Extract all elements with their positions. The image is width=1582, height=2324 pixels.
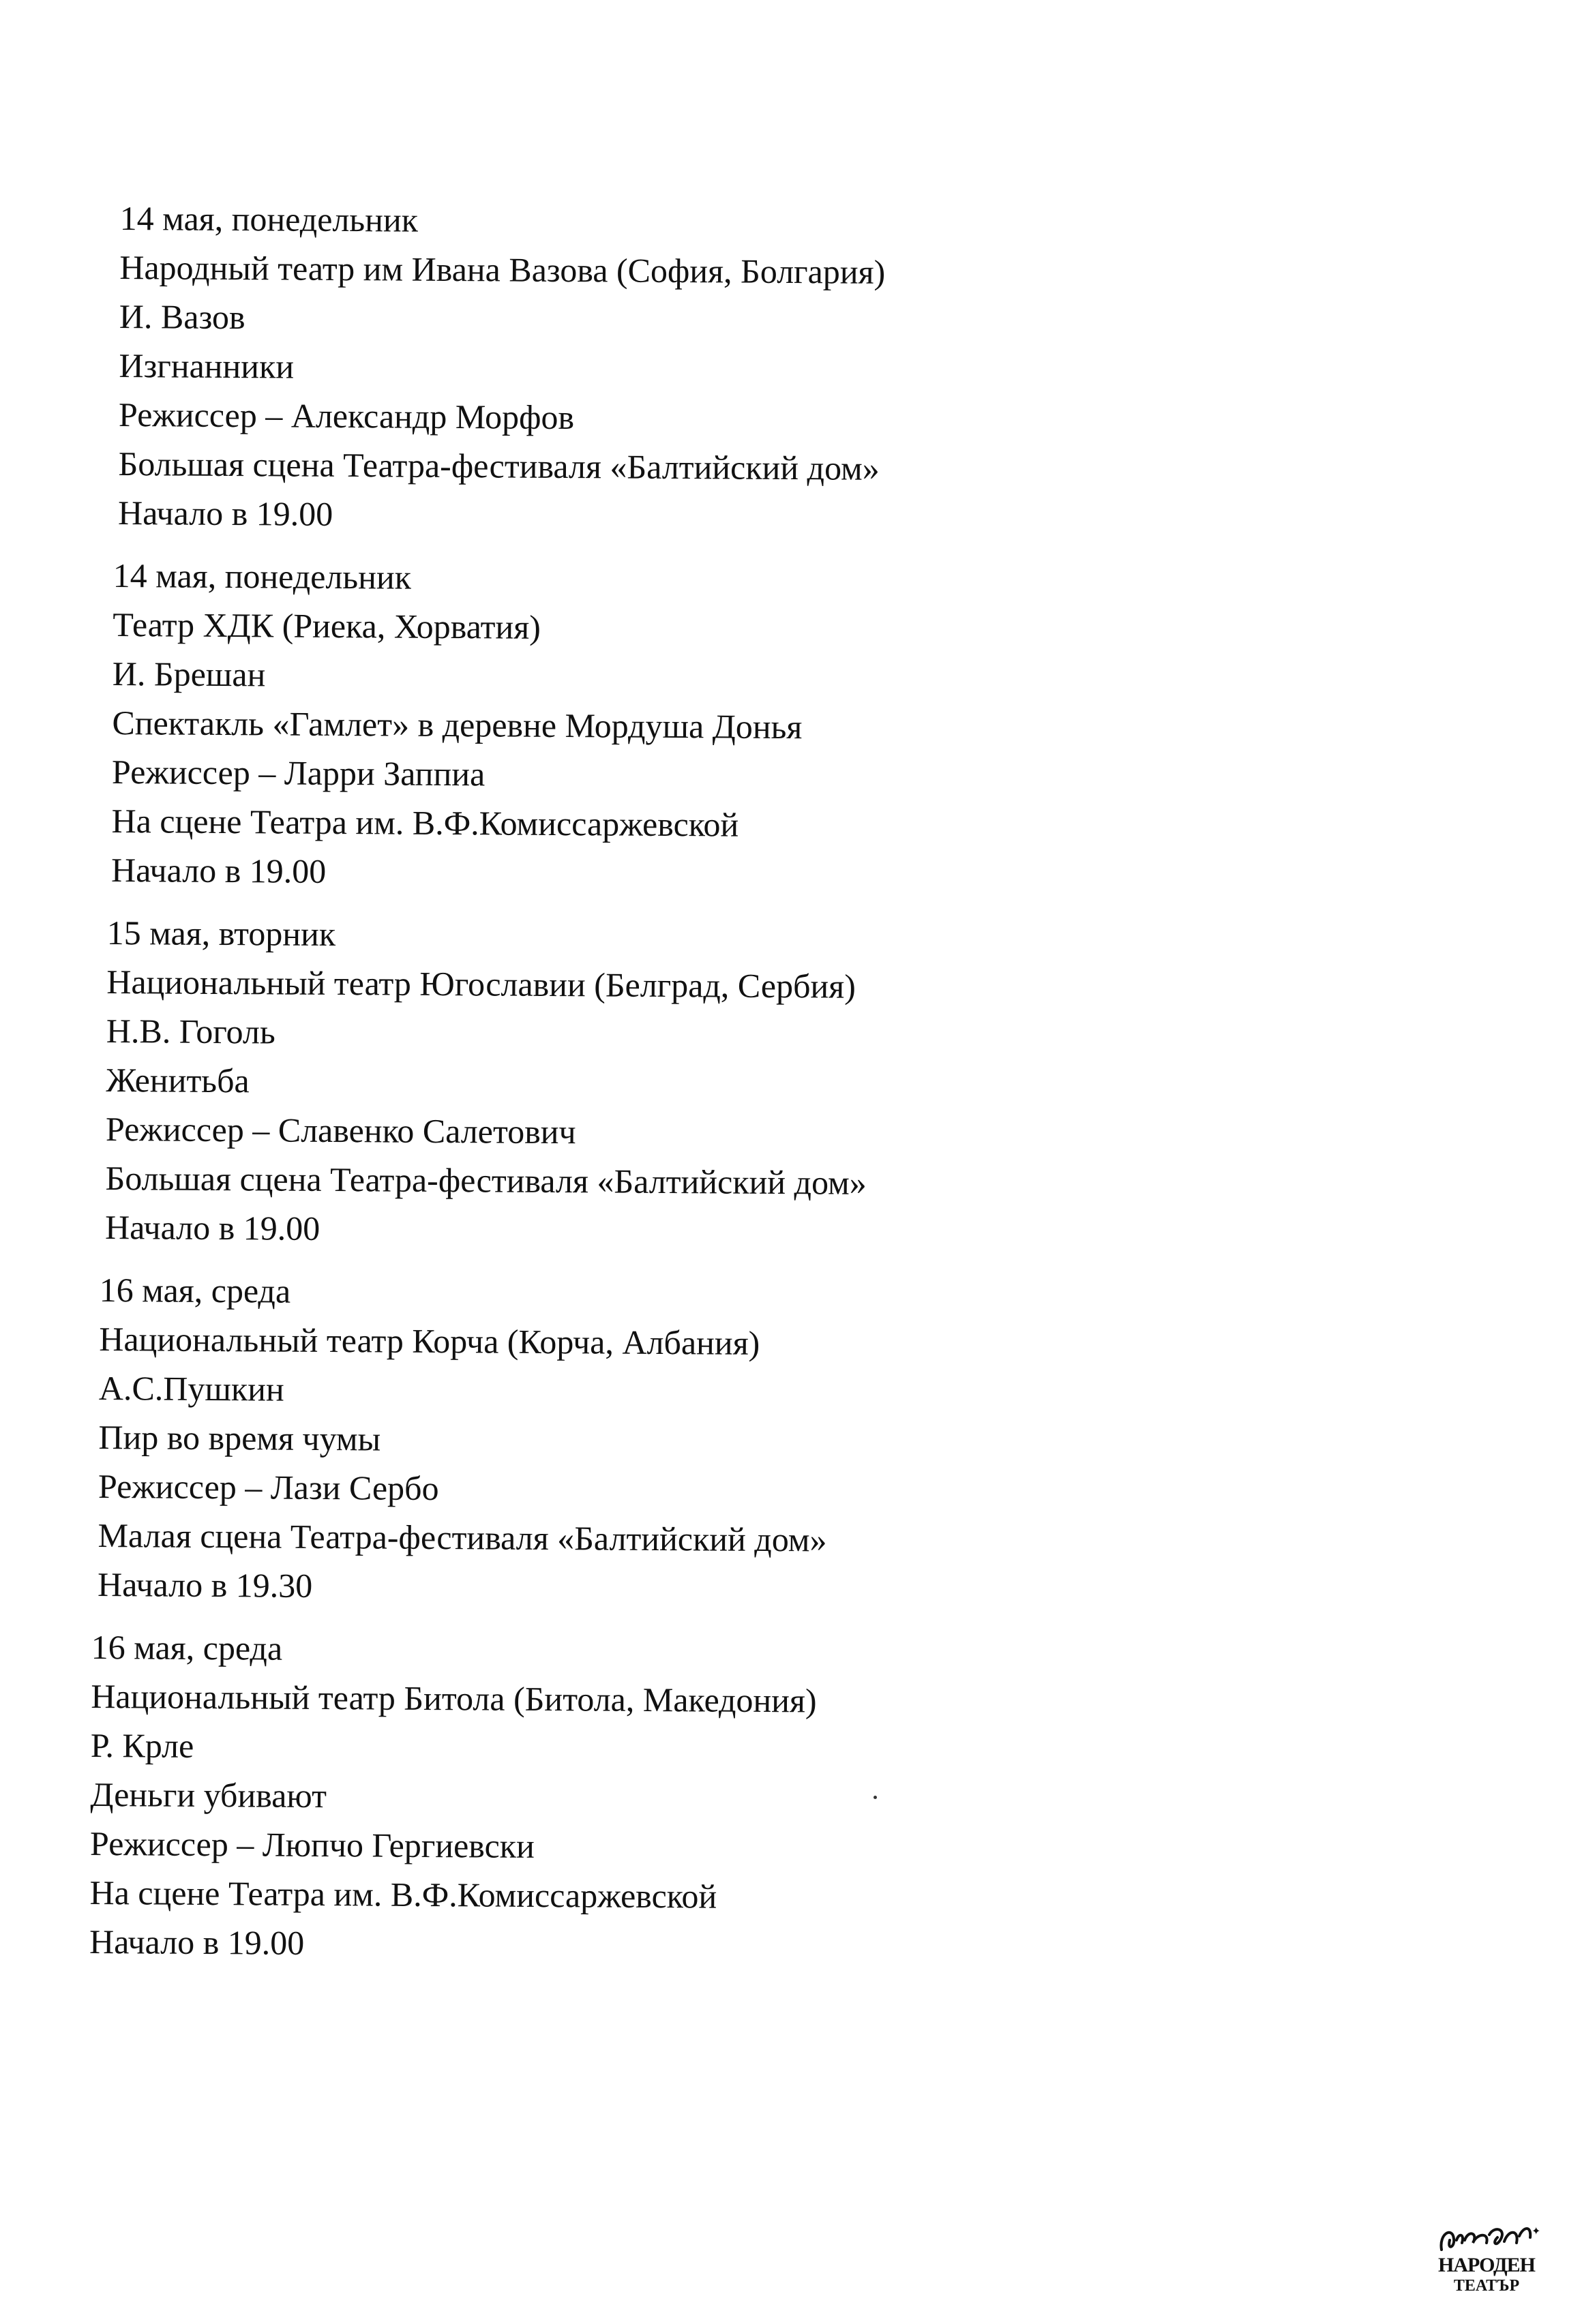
event-author: Н.В. Гоголь <box>106 1011 275 1051</box>
event-title: Пир во время чумы <box>98 1417 381 1458</box>
event-theatre: Театр ХДК (Риека, Хорватия) <box>113 605 541 646</box>
event-title: Спектакль «Гамлет» в деревне Мордуша Донья <box>112 703 803 746</box>
event-venue: Большая сцена Театра-фестиваля «Балтийский дом» <box>105 1158 867 1202</box>
event-venue: На сцене Театра им. В.Ф.Комиссаржевской <box>111 801 739 844</box>
event-title: Изгнанники <box>119 346 295 386</box>
event-venue: Большая сцена Театра-фестиваля «Балтийский дом» <box>118 444 880 487</box>
event-title: Женитьба <box>106 1060 250 1100</box>
event-author: Р. Крле <box>90 1725 194 1765</box>
logo-line-2: ТЕАТЪР <box>1453 2277 1520 2295</box>
event-entry <box>118 194 886 542</box>
event-venue: Малая сцена Театра-фестиваля «Балтийский дом» <box>98 1515 827 1559</box>
event-venue: На сцене Театра им. В.Ф.Комиссаржевской <box>89 1873 717 1916</box>
event-theatre: Национальный театр Корча (Корча, Албания) <box>99 1319 760 1362</box>
event-theatre: Национальный театр Югославии (Белград, Сербия) <box>106 962 856 1006</box>
event-theatre: Национальный театр Битола (Битола, Македония) <box>91 1676 817 1720</box>
event-director: Режиссер – Александр Морфов <box>118 395 575 437</box>
event-theatre: Народный театр им Ивана Вазова (София, Болгария) <box>119 247 886 291</box>
event-start-time: Начало в 19.00 <box>89 1922 305 1962</box>
event-start-time: Начало в 19.00 <box>104 1207 320 1248</box>
event-date: 14 мая, понедельник <box>113 556 412 597</box>
event-director: Режиссер – Лази Сербо <box>98 1466 439 1508</box>
event-start-time: Начало в 19.00 <box>117 493 333 533</box>
event-entry <box>111 551 803 899</box>
event-director: Режиссер – Ларри Заппиа <box>111 752 486 794</box>
event-title: Деньги убивают <box>90 1775 327 1815</box>
national-theatre-logo <box>1429 2220 1544 2302</box>
event-director: Режиссер – Славенко Салетович <box>105 1109 576 1151</box>
event-start-time: Начало в 19.00 <box>110 850 327 890</box>
event-date: 14 мая, понедельник <box>119 198 419 239</box>
event-author: И. Вазов <box>119 297 245 337</box>
scan-speck <box>874 1796 877 1799</box>
event-entry <box>89 1623 817 1970</box>
event-date: 15 мая, вторник <box>106 913 336 954</box>
event-entry <box>105 908 868 1256</box>
event-director: Режиссер – Люпчо Гергиевски <box>89 1824 535 1865</box>
event-start-time: Начало в 19.30 <box>97 1565 313 1605</box>
event-author: И. Брешан <box>112 654 266 694</box>
logo-line-1: НАРОДЕН <box>1438 2254 1535 2276</box>
event-date: 16 мая, среда <box>99 1270 291 1310</box>
event-entry <box>98 1265 829 1614</box>
event-date: 16 мая, среда <box>91 1627 283 1667</box>
event-author: А.С.Пушкин <box>98 1368 284 1408</box>
svg-text:✦: ✦ <box>1532 2226 1541 2237</box>
